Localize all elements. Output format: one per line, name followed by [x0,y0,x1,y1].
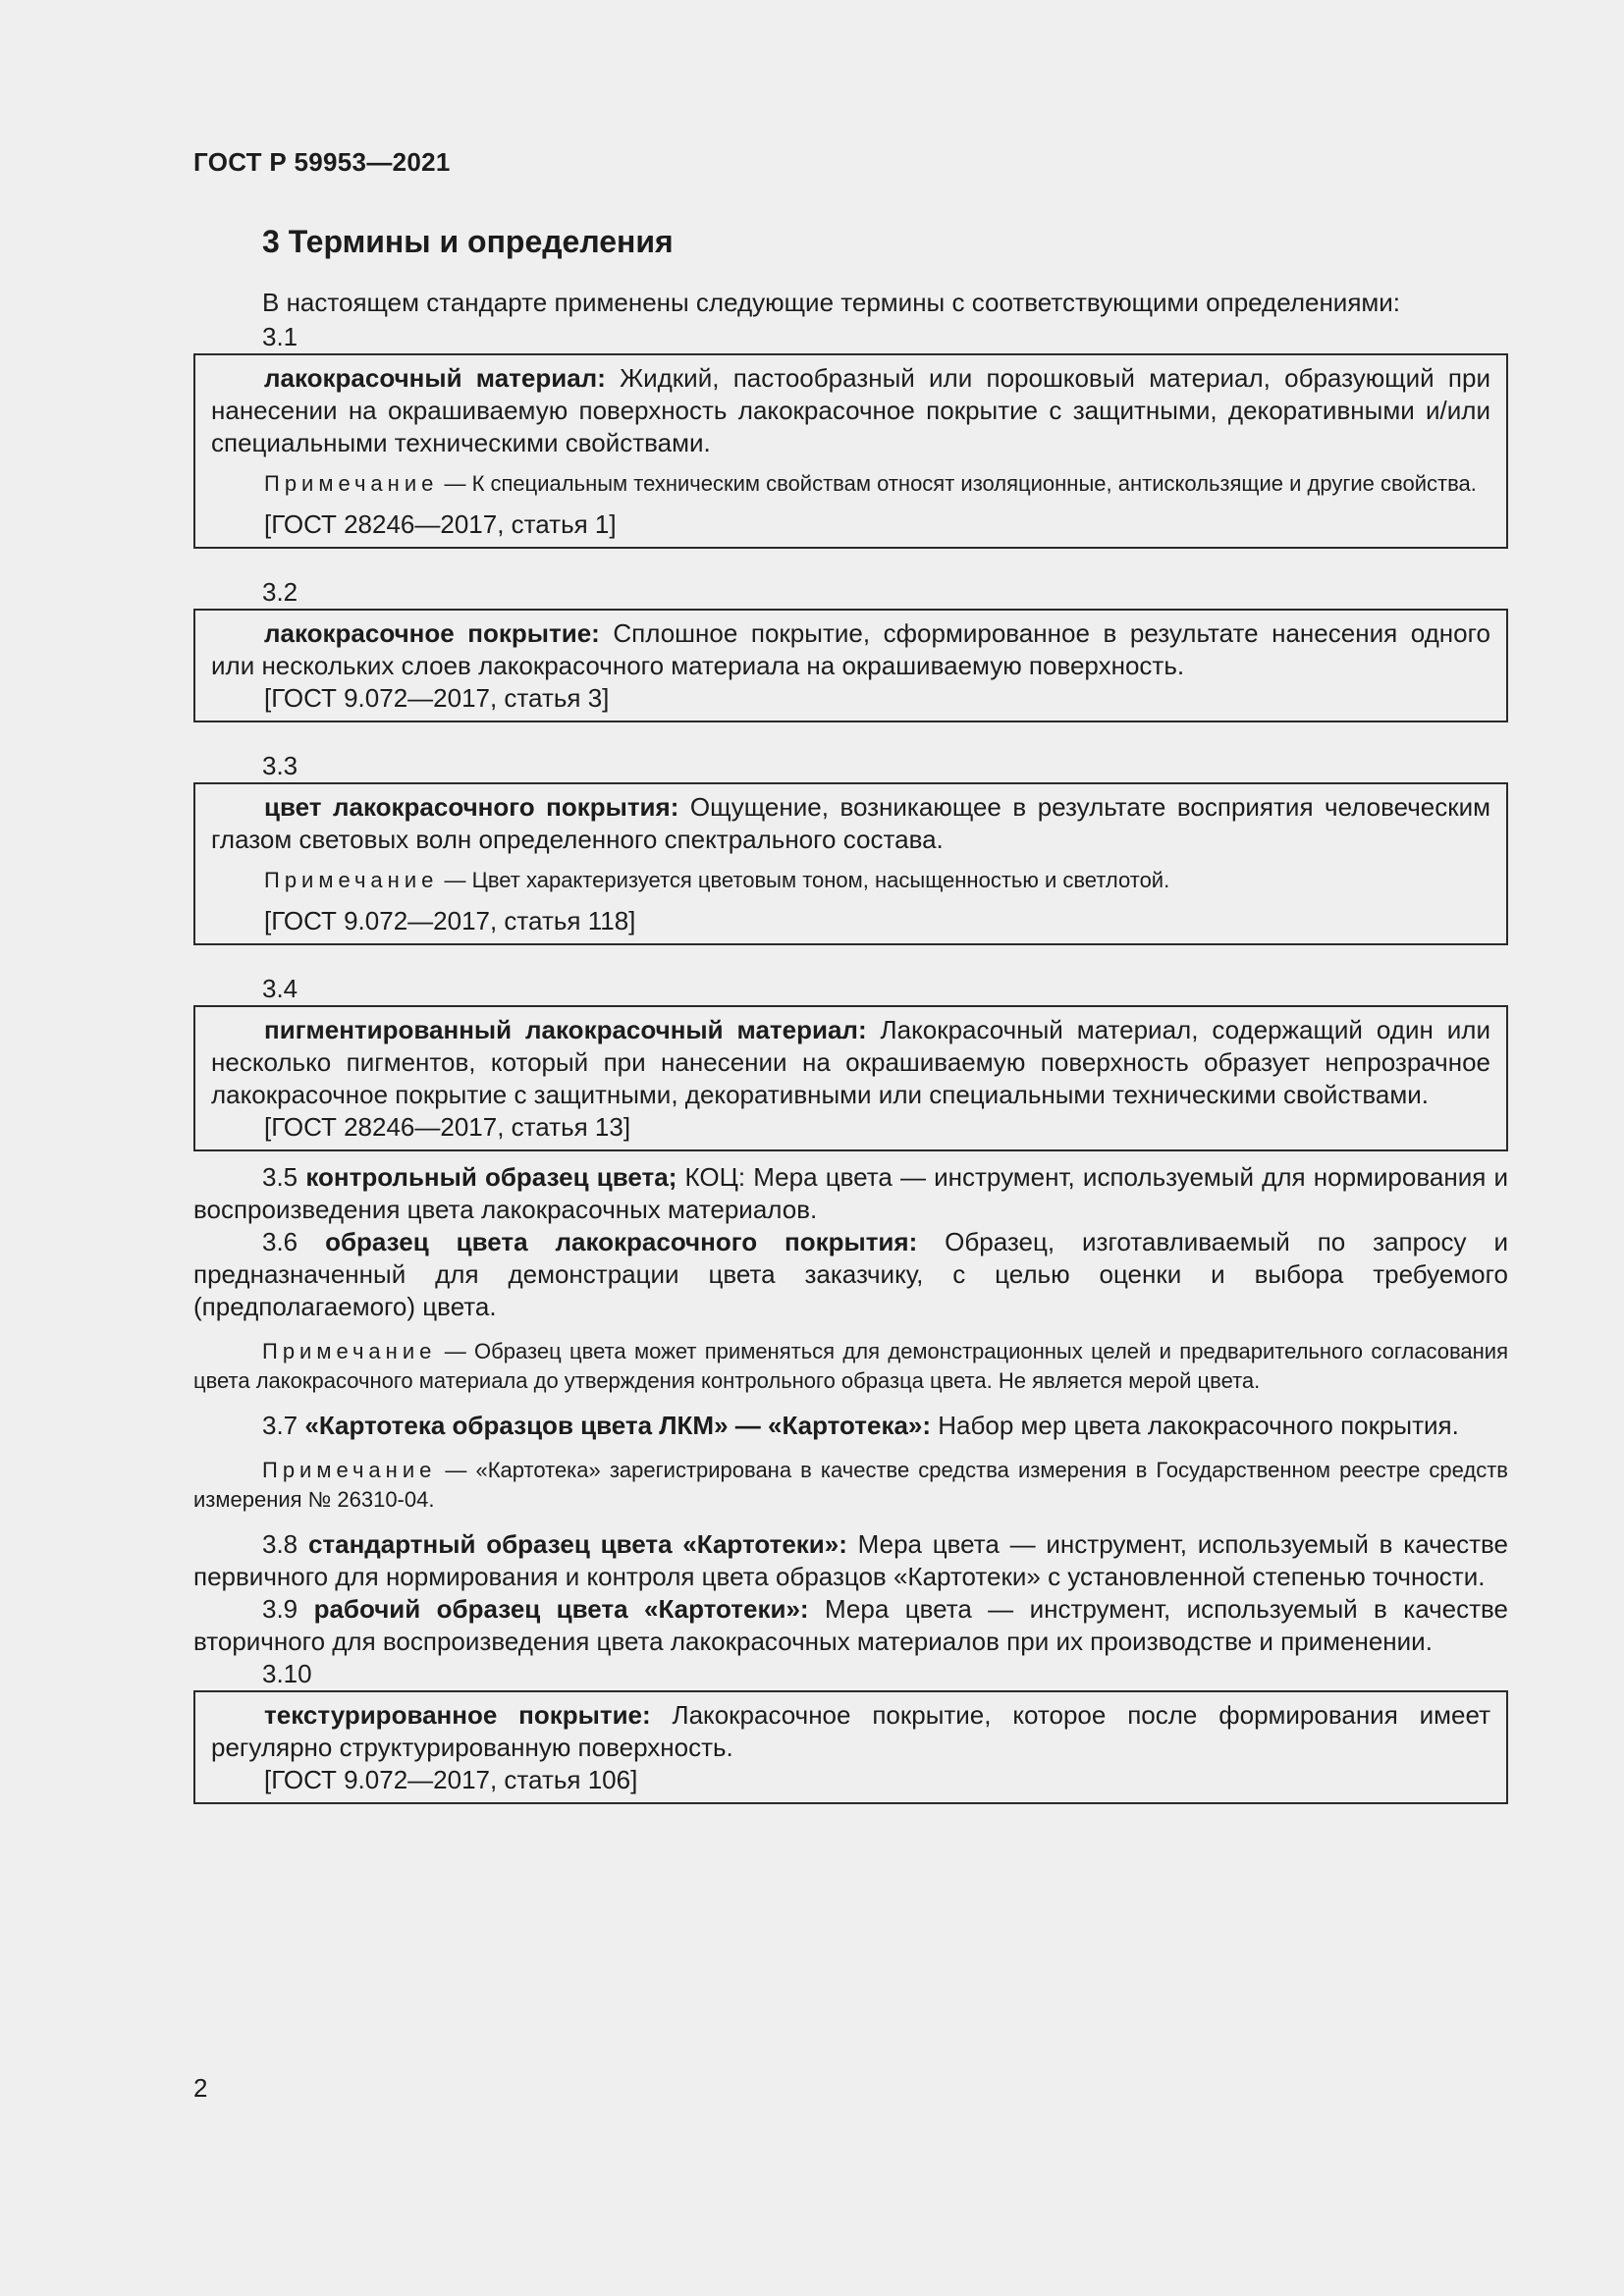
definition-text: Сплошное покрытие, сформированное в результате нанесения одного или нескольких слоев лакокрасочного материала на окрашиваемую поверхность. [211,618,1490,680]
term-name: пигментированный лакокрасочный материал: [264,1015,867,1044]
term-box [193,782,1508,945]
term-number: 3.4 [262,974,298,1003]
term-name: лакокрасочный материал: [264,363,606,393]
definition-text: Лакокрасочное покрытие, которое после формирования имеет регулярно структурированную поверхность. [211,1700,1490,1762]
source-reference: [ГОСТ 9.072—2017, статья 118] [264,906,636,935]
note-label: Примечание [262,1339,437,1363]
term-box [193,353,1508,549]
spacer [193,549,1508,576]
term-paragraph [193,1226,1508,1323]
term-box [193,609,1508,722]
page-number: 2 [193,2073,208,2103]
definition-text: Лакокрасочный материал, содержащий один или несколько пигментов, который при нанесении на окрашиваемую поверхность образует непрозрачное лакокрасочное покрытие с защитными, декоративными или специальными техническими свойствами. [211,1015,1490,1109]
note [193,1456,1508,1515]
term-number: 3.10 [262,1659,312,1688]
term-number: 3.6 [262,1227,298,1256]
note [211,866,1490,895]
definition-text: Образец, изготавливаемый по запросу и предназначенный для демонстрации цвета заказчику, с целью оценки и выбора требуемого (предполагаемого) цвета. [193,1227,1508,1321]
section-intro: В настоящем стандарте применены следующие термины с соответствующими определениями: [262,288,1401,317]
definition-text: Набор мер цвета лакокрасочного покрытия. [931,1411,1459,1440]
term-number: 3.5 [262,1162,298,1192]
term-name: контрольный образец цвета; [305,1162,677,1192]
definition-text: Мера цвета — инструмент, используемый в качестве вторичного для воспроизведения цвета лакокрасочных материалов при их производстве и применении. [193,1594,1508,1656]
spacer [193,722,1508,750]
term-name: текстурированное покрытие: [264,1700,651,1730]
note-label: Примечание [264,471,439,496]
definition-text: Жидкий, пастообразный или порошковый материал, образующий при нанесении на окрашиваемую поверхность лакокрасочное покрытие с защитными, декоративными и/или специальными техническими свойствами. [211,363,1490,457]
term-definition [211,617,1490,682]
term-paragraph [193,1410,1508,1442]
definition-text: КОЦ: Мера цвета — инструмент, используемый для нормирования и воспроизведения цвета лакокрасочных материалов. [193,1162,1508,1224]
term-definition [211,791,1490,856]
term-number: 3.9 [262,1594,298,1624]
note-text: — Цвет характеризуется цветовым тоном, насыщенностью и светлотой. [438,868,1170,892]
term-box [193,1005,1508,1151]
note-text: — Образец цвета может применяться для демонстрационных целей и предварительного согласования цвета лакокрасочного материала до утверждения контрольного образца цвета. Не является мерой цвета. [193,1339,1508,1393]
definition-text: Мера цвета — инструмент, используемый в качестве первичного для нормирования и контроля цвета образцов «Картотеки» с установленной степенью точности. [193,1529,1508,1591]
terms-body [193,321,1508,1804]
term-name: цвет лакокрасочного покрытия: [264,792,679,822]
term-name: «Картотека образцов цвета ЛКМ» — «Картотека»: [304,1411,932,1440]
definition-text: Ощущение, возникающее в результате восприятия человеческим глазом световых волн определенного спектрального состава. [211,792,1491,854]
note-label: Примечание [264,868,439,892]
document-id: ГОСТ Р 59953—2021 [193,147,451,177]
note-text: — К специальным техническим свойствам относят изоляционные, антискользящие и другие свойства. [438,471,1477,496]
term-name: лакокрасочное покрытие: [264,618,600,648]
term-name: стандартный образец цвета «Картотеки»: [307,1529,847,1559]
term-number: 3.1 [262,322,298,351]
term-paragraph [193,1593,1508,1658]
term-definition [211,1014,1490,1111]
term-number: 3.2 [262,577,298,607]
term-definition [211,1699,1490,1764]
term-number: 3.3 [262,751,298,780]
term-number: 3.7 [262,1411,298,1440]
source-reference: [ГОСТ 28246—2017, статья 13] [264,1112,631,1142]
source-reference: [ГОСТ 28246—2017, статья 1] [264,509,617,539]
spacer [193,1151,1508,1161]
spacer [193,945,1508,973]
note-label: Примечание [262,1458,437,1482]
section-title: 3 Термины и определения [262,224,674,259]
term-number: 3.8 [262,1529,298,1559]
term-name: образец цвета лакокрасочного покрытия: [325,1227,918,1256]
term-paragraph [193,1528,1508,1593]
source-reference: [ГОСТ 9.072—2017, статья 106] [264,1765,638,1794]
term-paragraph [193,1161,1508,1226]
term-box [193,1690,1508,1804]
note [211,469,1490,499]
note [193,1337,1508,1396]
note-text: — «Картотека» зарегистрирована в качестве средства измерения в Государственном реестре средств измерения № 26310-04. [193,1458,1508,1512]
term-definition [211,362,1490,459]
source-reference: [ГОСТ 9.072—2017, статья 3] [264,683,610,713]
term-name: рабочий образец цвета «Картотеки»: [313,1594,809,1624]
